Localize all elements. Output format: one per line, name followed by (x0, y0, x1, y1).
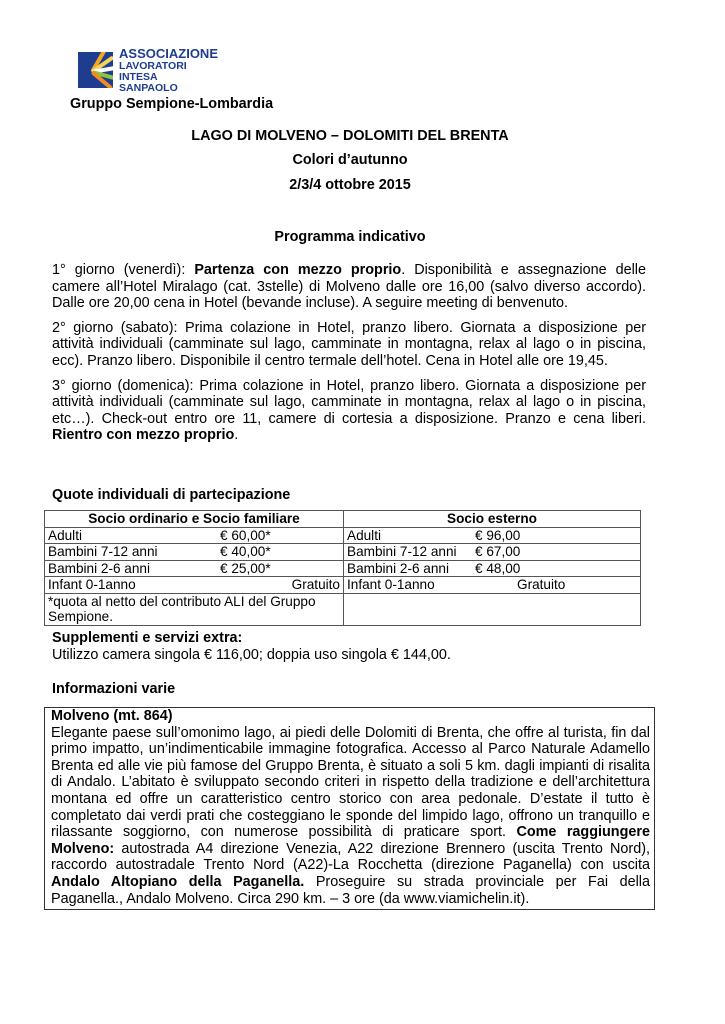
program-heading: Programma indicativo (274, 229, 426, 245)
route-label: Come raggiungere Molveno: (51, 824, 650, 857)
table-row (45, 593, 641, 625)
day-1: 1° giorno (venerdì): Partenza con mezzo proprio. Disponibilità e assegnazione delle camere all’Hotel Miralago (cat. 3stelle) di Molveno dalle ore 16,00 (salvo diverso accordo). Dalle ore 20,00 cena in Hotel (bevande incluse). A seguire meeting di benvenuto. (52, 262, 646, 312)
logo-text: LAVORATORI (119, 59, 187, 72)
group-name: Gruppo Sempione-Lombardia (70, 96, 274, 112)
info-title: Molveno (mt. 864) (51, 708, 173, 724)
dates: 2/3/4 ottobre 2015 (289, 177, 411, 193)
quote-heading: Quote individuali di partecipazione (52, 487, 291, 503)
supplements-text: Utilizzo camera singola € 116,00; doppia uso singola € 144,00. (52, 647, 451, 663)
day-2: 2° giorno (sabato): Prima colazione in Hotel, pranzo libero. Giornata a disposizione per attività individuali (camminate sul lago, camminate in montagna, relax al lago o in piscina, ecc). Pranzo libero. Disponibile il centro termale dell’hotel. Cena in Hotel alle ore 19,45. (52, 319, 646, 369)
table-row: Infant 0-1anno Gratuito Infant 0-1anno Gratuito (45, 577, 641, 594)
table-note: *quota al netto del contributo ALI del Gruppo Sempione. (45, 593, 344, 625)
table-row: Bambini 2-6 anni € 25,00* Bambini 2-6 anni € 48,00 (45, 560, 641, 577)
table-row: Bambini 7-12 anni € 40,00* Bambini 7-12 anni € 67,00 (45, 544, 641, 561)
program-days (52, 262, 646, 452)
viamichelin-link[interactable]: www.viamichelin.it (403, 890, 521, 907)
price-table (44, 510, 641, 626)
logo-text: INTESA SANPAOLO (119, 70, 178, 94)
association-logo (78, 45, 218, 94)
info-box: Molveno (mt. 864) Elegante paese sull’omonimo lago, ai piedi delle Dolomiti di Brenta, che offre al turista, fin dal primo impatto, un’indimenticabile immagine fotografica. Accesso al Parco Naturale Adamello Brenta ed alle vie più famose del Gruppo Brenta, è situato a soli 5 km. dagli impianti di risalita di Andalo. L’abitato è sviluppato secondo criteri in rispetto della tradizione e dell’architettura montana ed offre un caratteristico centro storico con area pedonale. D’estate il tutto è completato dai verdi prati che costeggiano le sponde del limpido lago, offrono un tranquillo e rilassante soggiorno, con numerose possibilità di praticare sport. Come raggiungere Molveno: autostrada A4 direzione Venezia, A22 direzione Brennero (uscita Trento Nord), raccordo autostradale Trento Nord (A22)-La Rocchetta (direzione Paganella) con uscita Andalo Altopiano della Paganella. Proseguire su strada provinciale per Fai della Paganella., Andalo Molveno. Circa 290 km. – 3 ore (da www.viamichelin.it). (44, 707, 655, 910)
supplements-heading: Supplementi e servizi extra: (52, 630, 243, 646)
col-header: Socio esterno (344, 511, 641, 528)
page-title: LAGO DI MOLVENO – DOLOMITI DEL BRENTA (191, 128, 509, 144)
info-text: Elegante paese sull’omonimo lago, ai piedi delle Dolomiti di Brenta, che offre al turista, fin dal primo impatto, un’indimenticabile immagine fotografica. Accesso al Parco Naturale Adamello Brenta ed alle vie più famose del Gruppo Brenta, è situato a soli 5 km. dagli impianti di risalita di Andalo. L’abitato è sviluppato secondo criteri in rispetto della tradizione e dell’architettura montana ed offre un caratteristico centro storico con area pedonale. D’estate il tutto è completato dai verdi prati che costeggiano le sponde del limpido lago, offrono un tranquillo e rilassante soggiorno, con numerose possibilità di praticare sport. (51, 724, 650, 841)
col-header: Socio ordinario e Socio familiare (45, 511, 344, 528)
logo-text: ASSOCIAZIONE (119, 45, 218, 61)
logo-fan-icon (78, 52, 113, 88)
info-heading: Informazioni varie (52, 681, 176, 697)
subtitle: Colori d’autunno (292, 152, 408, 168)
day-3: 3° giorno (domenica): Prima colazione in Hotel, pranzo libero. Giornata a disposizione per attività individuali (camminate sul lago, camminate in montagna, relax al lago o in piscina, etc…). Check-out entro ore 11, camere di cortesia a disposizione. Pranzo e cena liberi. Rientro con mezzo proprio. (52, 377, 646, 444)
table-row: Adulti € 60,00* Adulti € 96,00 (45, 527, 641, 544)
